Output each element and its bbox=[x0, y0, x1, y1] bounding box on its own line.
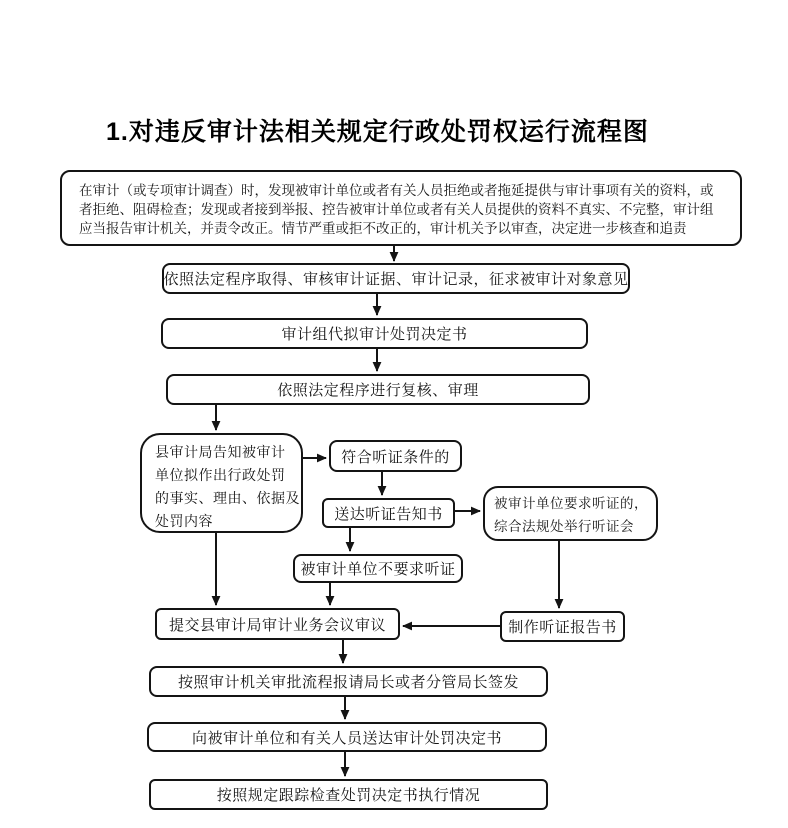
page-title: 1.对违反审计法相关规定行政处罚权运行流程图 bbox=[106, 118, 649, 146]
node-label: 提交县审计局审计业务会议审议 bbox=[168, 617, 386, 634]
node-text-line: 处罚内容 bbox=[155, 515, 213, 530]
node-label: 向被审计单位和有关人员送达审计处罚决定书 bbox=[191, 730, 502, 747]
node-label: 依照法定程序取得、审核审计证据、审计记录，征求被审计对象意见 bbox=[163, 272, 629, 288]
node-meets-hearing-conditions bbox=[329, 440, 462, 472]
node-notify-audited-unit bbox=[140, 433, 303, 533]
node-text-line: 县审计局告知被审计 bbox=[155, 446, 286, 461]
node-review-trial bbox=[166, 374, 590, 405]
node-label: 送达听证告知书 bbox=[334, 506, 443, 523]
node-text-line: 应当报告审计机关，并责令改正。情节严重或拒不改正的，审计机关予以审查，决定进一步核查和追责 bbox=[79, 221, 687, 236]
node-obtain-evidence bbox=[162, 263, 630, 294]
node-text-line: 的事实、理由、依据及 bbox=[155, 492, 300, 507]
node-business-meeting-review bbox=[155, 608, 400, 640]
node-label: 制作听证报告书 bbox=[508, 620, 617, 636]
node-label: 依照法定程序进行复核、审理 bbox=[277, 383, 479, 399]
node-no-hearing-requested bbox=[293, 554, 463, 583]
node-text-line: 单位拟作出行政处罚 bbox=[155, 469, 286, 484]
node-deliver-penalty-decision bbox=[147, 722, 547, 752]
node-hold-hearing bbox=[483, 486, 658, 541]
node-label: 审计组代拟审计处罚决定书 bbox=[281, 327, 468, 343]
node-track-execution bbox=[149, 779, 548, 810]
node-director-signoff bbox=[149, 666, 548, 697]
node-text-line: 综合法规处举行听证会 bbox=[494, 519, 634, 534]
node-label: 被审计单位不要求听证 bbox=[300, 562, 456, 578]
node-text-line: 被审计单位要求听证的， bbox=[494, 496, 648, 511]
node-audit-discovery bbox=[60, 170, 742, 246]
node-text-line: 在审计（或专项审计调查）时，发现被审计单位或者有关人员拒绝或者拖延提供与审计事项有关的资料，或 bbox=[79, 183, 714, 198]
node-label: 符合听证条件的 bbox=[341, 449, 450, 466]
node-hearing-report bbox=[500, 611, 625, 642]
node-draft-penalty-decision bbox=[161, 318, 588, 349]
node-label: 按照规定跟踪检查处罚决定书执行情况 bbox=[216, 788, 481, 804]
node-label: 按照审计机关审批流程报请局长或者分管局长签发 bbox=[177, 675, 519, 691]
node-deliver-hearing-notice bbox=[322, 498, 455, 528]
node-text-line: 者拒绝、阻碍检查；发现或者接到举报、控告被审计单位或者有关人员提供的资料不真实、不完整，审计组 bbox=[79, 202, 714, 217]
